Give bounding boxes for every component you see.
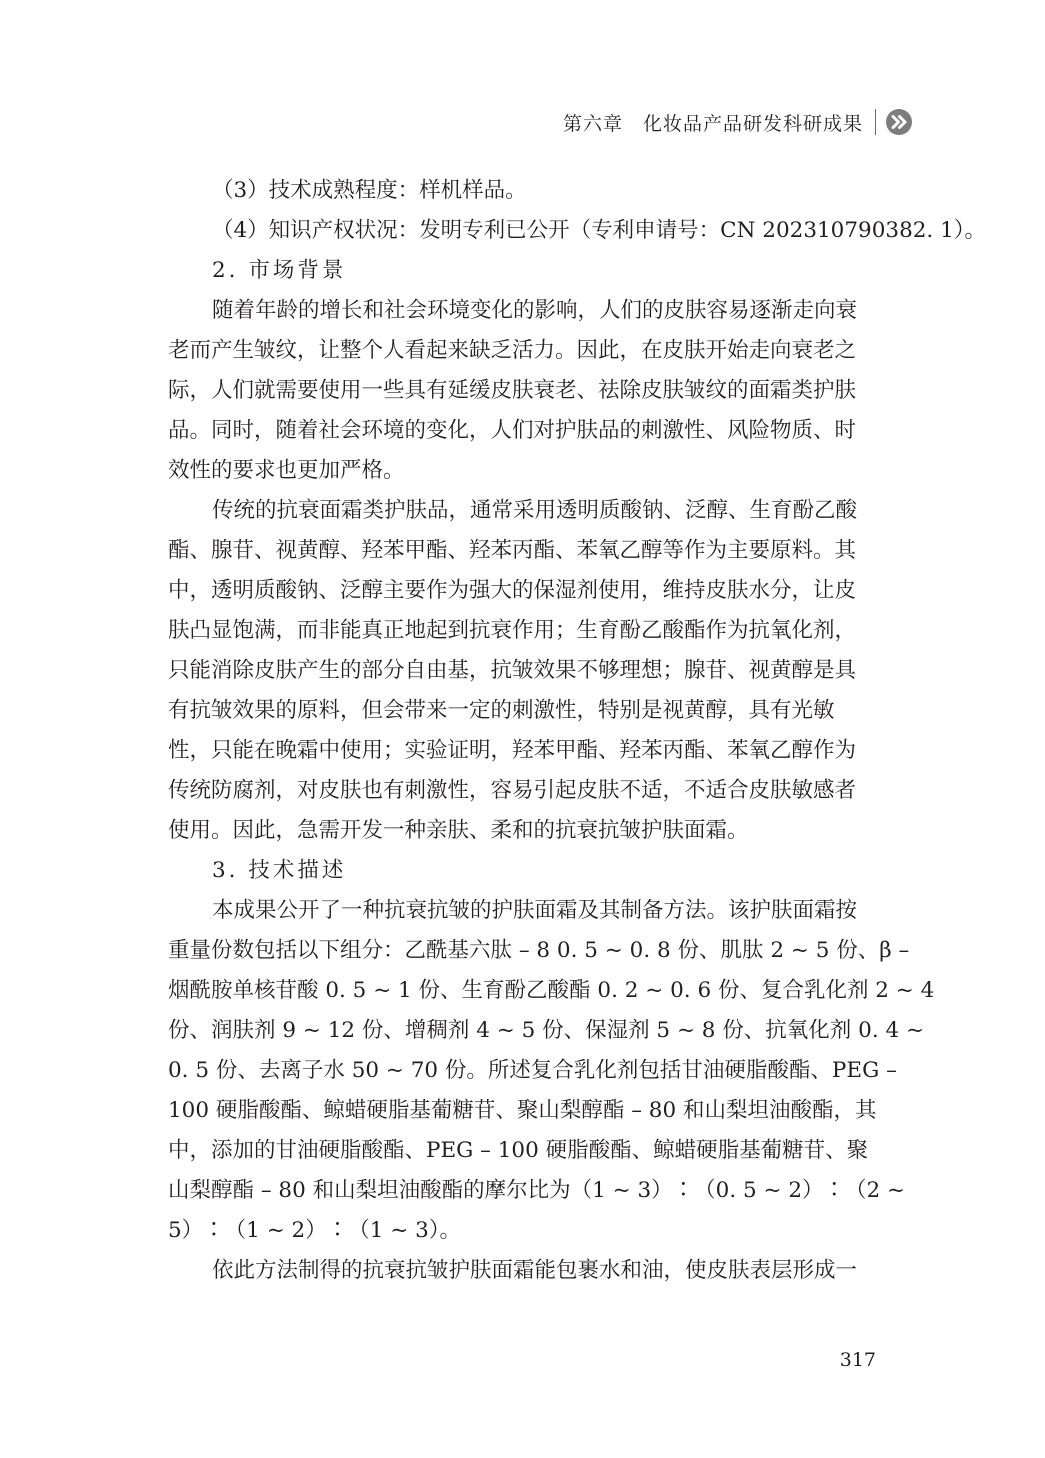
text-line: （4）知识产权状况：发明专利已公开（专利申请号：CN 202310790382. 1）。 bbox=[212, 218, 987, 243]
text-line: 酯、腺苷、视黄醇、羟苯甲酯、羟苯丙酯、苯氧乙醇等作为主要原料。其 bbox=[168, 538, 857, 563]
text-line: 烟酰胺单核苷酸 0. 5 ~ 1 份、生育酚乙酸酯 0. 2 ~ 0. 6 份、复合乳化剂 2 ~ 4 bbox=[168, 978, 935, 1003]
double-chevron-right-icon bbox=[886, 109, 912, 135]
text-line: 只能消除皮肤产生的部分自由基，抗皱效果不够理想；腺苷、视黄醇是具 bbox=[168, 658, 857, 683]
text-line: 性，只能在晚霜中使用；实验证明，羟苯甲酯、羟苯丙酯、苯氧乙醇作为 bbox=[168, 738, 857, 763]
chapter-title: 第六章 化妆品产品研发科研成果 bbox=[562, 112, 863, 135]
text-line: 中，透明质酸钠、泛醇主要作为强大的保湿剂使用，维持皮肤水分，让皮 bbox=[168, 578, 857, 603]
text-line: 使用。因此，急需开发一种亲肤、柔和的抗衰抗皱护肤面霜。 bbox=[168, 818, 749, 843]
running-header bbox=[563, 106, 912, 138]
text-line: 5）∶（1 ~ 2）∶（1 ~ 3）。 bbox=[168, 1218, 462, 1243]
text-line: 重量份数包括以下组分：乙酰基六肽 – 8 0. 5 ~ 0. 8 份、肌肽 2 ~ 5 份、β – bbox=[168, 938, 910, 963]
header-divider bbox=[875, 109, 876, 135]
text-line: 传统的抗衰面霜类护肤品，通常采用透明质酸钠、泛醇、生育酚乙酸 bbox=[212, 498, 858, 523]
text-line: 老而产生皱纹，让整个人看起来缺乏活力。因此，在皮肤开始走向衰老之 bbox=[168, 338, 857, 363]
text-line: 际，人们就需要使用一些具有延缓皮肤衰老、祛除皮肤皱纹的面霜类护肤 bbox=[168, 378, 857, 403]
text-line: 依此方法制得的抗衰抗皱护肤面霜能包裹水和油，使皮肤表层形成一 bbox=[212, 1258, 858, 1283]
text-line: 中，添加的甘油硬脂酸酯、PEG – 100 硬脂酸酯、鲸蜡硬脂基葡糖苷、聚 bbox=[168, 1138, 869, 1163]
text-line: 份、润肤剂 9 ~ 12 份、增稠剂 4 ~ 5 份、保湿剂 5 ~ 8 份、抗氧化剂 0. 4 ~ bbox=[168, 1018, 925, 1043]
text-line: 效性的要求也更加严格。 bbox=[168, 458, 405, 483]
page-number: 317 bbox=[839, 1349, 876, 1371]
text-line: （3）技术成熟程度：样机样品。 bbox=[212, 178, 527, 203]
body-text bbox=[168, 171, 987, 1291]
text-line: 传统防腐剂，对皮肤也有刺激性，容易引起皮肤不适，不适合皮肤敏感者 bbox=[168, 778, 857, 803]
section-heading-technical-description: 3. 技术描述 bbox=[212, 858, 347, 883]
text-line: 100 硬脂酸酯、鲸蜡硬脂基葡糖苷、聚山梨醇酯 – 80 和山梨坦油酸酯，其 bbox=[168, 1098, 877, 1123]
text-line: 有抗皱效果的原料，但会带来一定的刺激性，特别是视黄醇，具有光敏 bbox=[168, 698, 835, 723]
section-heading-market-background: 2. 市场背景 bbox=[212, 258, 347, 283]
text-line: 0. 5 份、去离子水 50 ~ 70 份。所述复合乳化剂包括甘油硬脂酸酯、PEG – bbox=[168, 1058, 897, 1083]
text-line: 随着年龄的增长和社会环境变化的影响，人们的皮肤容易逐渐走向衰 bbox=[212, 298, 858, 323]
text-line: 山梨醇酯 – 80 和山梨坦油酸酯的摩尔比为（1 ~ 3）∶（0. 5 ~ 2）∶（2 ~ bbox=[168, 1178, 906, 1203]
text-line: 肤凸显饱满，而非能真正地起到抗衰作用；生育酚乙酸酯作为抗氧化剂， bbox=[168, 618, 857, 643]
text-line: 品。同时，随着社会环境的变化，人们对护肤品的刺激性、风险物质、时 bbox=[168, 418, 857, 443]
text-line: 本成果公开了一种抗衰抗皱的护肤面霜及其制备方法。该护肤面霜按 bbox=[212, 898, 858, 923]
